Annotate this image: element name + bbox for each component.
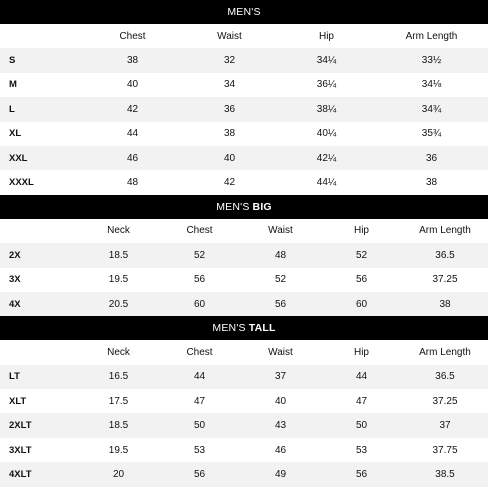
- size-label: XL: [0, 122, 84, 146]
- table-row: [0, 170, 488, 194]
- table-cell: 53: [321, 438, 402, 462]
- table-cell: 48: [84, 170, 181, 194]
- table-header-row: [0, 340, 488, 364]
- table-cell: 49: [240, 462, 321, 486]
- table-cell: 38¼: [278, 97, 375, 121]
- header-cell: Arm Length: [375, 24, 488, 48]
- table-cell: 20.5: [78, 292, 159, 316]
- table-cell: 38: [375, 170, 488, 194]
- table-cell: 40¼: [278, 122, 375, 146]
- header-cell: Hip: [321, 340, 402, 364]
- table-row: [0, 122, 488, 146]
- table-row: [0, 413, 488, 437]
- table-cell: 42: [84, 97, 181, 121]
- header-cell: Arm Length: [402, 219, 488, 243]
- header-cell: Waist: [181, 24, 278, 48]
- size-label: 4X: [0, 292, 78, 316]
- table-cell: 60: [321, 292, 402, 316]
- header-cell: Chest: [84, 24, 181, 48]
- size-label: 2XLT: [0, 413, 78, 437]
- size-label: 3X: [0, 268, 78, 292]
- section-title-emphasis: TALL: [248, 322, 276, 335]
- table-cell: 40: [181, 146, 278, 170]
- header-cell: Chest: [159, 219, 240, 243]
- size-label: 2X: [0, 243, 78, 267]
- table-cell: 37.75: [402, 438, 488, 462]
- table-cell: 38.5: [402, 462, 488, 486]
- table-cell: 36.5: [402, 365, 488, 389]
- mens-big-size-table: [0, 219, 488, 317]
- header-cell: [0, 219, 78, 243]
- table-cell: 37: [402, 413, 488, 437]
- table-cell: 16.5: [78, 365, 159, 389]
- table-cell: 47: [159, 389, 240, 413]
- table-cell: 38: [402, 292, 488, 316]
- table-cell: 18.5: [78, 413, 159, 437]
- size-label: LT: [0, 365, 78, 389]
- table-cell: 53: [159, 438, 240, 462]
- table-cell: 44: [321, 365, 402, 389]
- header-cell: Hip: [321, 219, 402, 243]
- table-cell: 56: [159, 462, 240, 486]
- table-cell: 19.5: [78, 438, 159, 462]
- section-title-mens-big: [0, 195, 488, 219]
- table-cell: 44: [84, 122, 181, 146]
- header-cell: Chest: [159, 340, 240, 364]
- table-cell: 44: [159, 365, 240, 389]
- mens-size-table: [0, 24, 488, 195]
- header-cell: Waist: [240, 219, 321, 243]
- table-cell: 33½: [375, 48, 488, 72]
- table-cell: 56: [321, 268, 402, 292]
- table-cell: 56: [240, 292, 321, 316]
- header-cell: Neck: [78, 219, 159, 243]
- table-cell: 35¾: [375, 122, 488, 146]
- table-cell: 34: [181, 73, 278, 97]
- size-label: M: [0, 73, 84, 97]
- table-cell: 52: [321, 243, 402, 267]
- table-cell: 36¼: [278, 73, 375, 97]
- table-row: [0, 73, 488, 97]
- table-row: [0, 389, 488, 413]
- table-cell: 44¼: [278, 170, 375, 194]
- section-title-text: MEN'S: [216, 200, 250, 213]
- table-cell: 48: [240, 243, 321, 267]
- table-cell: 37: [240, 365, 321, 389]
- mens-tall-size-table: [0, 340, 488, 486]
- table-cell: 47: [321, 389, 402, 413]
- table-cell: 37.25: [402, 268, 488, 292]
- size-label: XXL: [0, 146, 84, 170]
- table-cell: 52: [159, 243, 240, 267]
- table-cell: 56: [321, 462, 402, 486]
- table-cell: 40: [84, 73, 181, 97]
- table-cell: 60: [159, 292, 240, 316]
- header-cell: Arm Length: [402, 340, 488, 364]
- header-cell: Neck: [78, 340, 159, 364]
- header-cell: [0, 24, 84, 48]
- section-title-mens: [0, 0, 488, 24]
- header-cell: [0, 340, 78, 364]
- table-row: [0, 438, 488, 462]
- table-cell: 38: [84, 48, 181, 72]
- table-cell: 34¾: [375, 97, 488, 121]
- table-row: [0, 462, 488, 486]
- table-row: [0, 268, 488, 292]
- table-row: [0, 365, 488, 389]
- table-cell: 56: [159, 268, 240, 292]
- table-row: [0, 146, 488, 170]
- table-row: [0, 97, 488, 121]
- table-cell: 34⅛: [375, 73, 488, 97]
- table-cell: 32: [181, 48, 278, 72]
- size-label: 4XLT: [0, 462, 78, 486]
- table-cell: 17.5: [78, 389, 159, 413]
- section-title-emphasis: BIG: [252, 200, 272, 213]
- table-cell: 18.5: [78, 243, 159, 267]
- table-cell: 36.5: [402, 243, 488, 267]
- table-row: [0, 48, 488, 72]
- table-cell: 43: [240, 413, 321, 437]
- table-cell: 19.5: [78, 268, 159, 292]
- table-cell: 40: [240, 389, 321, 413]
- header-cell: Hip: [278, 24, 375, 48]
- section-title-text: MEN'S: [212, 322, 246, 335]
- table-cell: 42: [181, 170, 278, 194]
- table-cell: 36: [375, 146, 488, 170]
- size-label: 3XLT: [0, 438, 78, 462]
- table-header-row: [0, 219, 488, 243]
- table-cell: 52: [240, 268, 321, 292]
- table-cell: 20: [78, 462, 159, 486]
- table-cell: 38: [181, 122, 278, 146]
- table-cell: 37.25: [402, 389, 488, 413]
- table-cell: 46: [240, 438, 321, 462]
- size-label: L: [0, 97, 84, 121]
- size-label: S: [0, 48, 84, 72]
- table-row: [0, 243, 488, 267]
- table-cell: 36: [181, 97, 278, 121]
- table-header-row: [0, 24, 488, 48]
- section-title-text: MEN'S: [227, 6, 261, 18]
- table-row: [0, 292, 488, 316]
- table-cell: 50: [321, 413, 402, 437]
- size-label: XLT: [0, 389, 78, 413]
- section-title-mens-tall: [0, 316, 488, 340]
- size-label: XXXL: [0, 170, 84, 194]
- table-cell: 46: [84, 146, 181, 170]
- table-cell: 50: [159, 413, 240, 437]
- table-cell: 42¼: [278, 146, 375, 170]
- header-cell: Waist: [240, 340, 321, 364]
- table-cell: 34¼: [278, 48, 375, 72]
